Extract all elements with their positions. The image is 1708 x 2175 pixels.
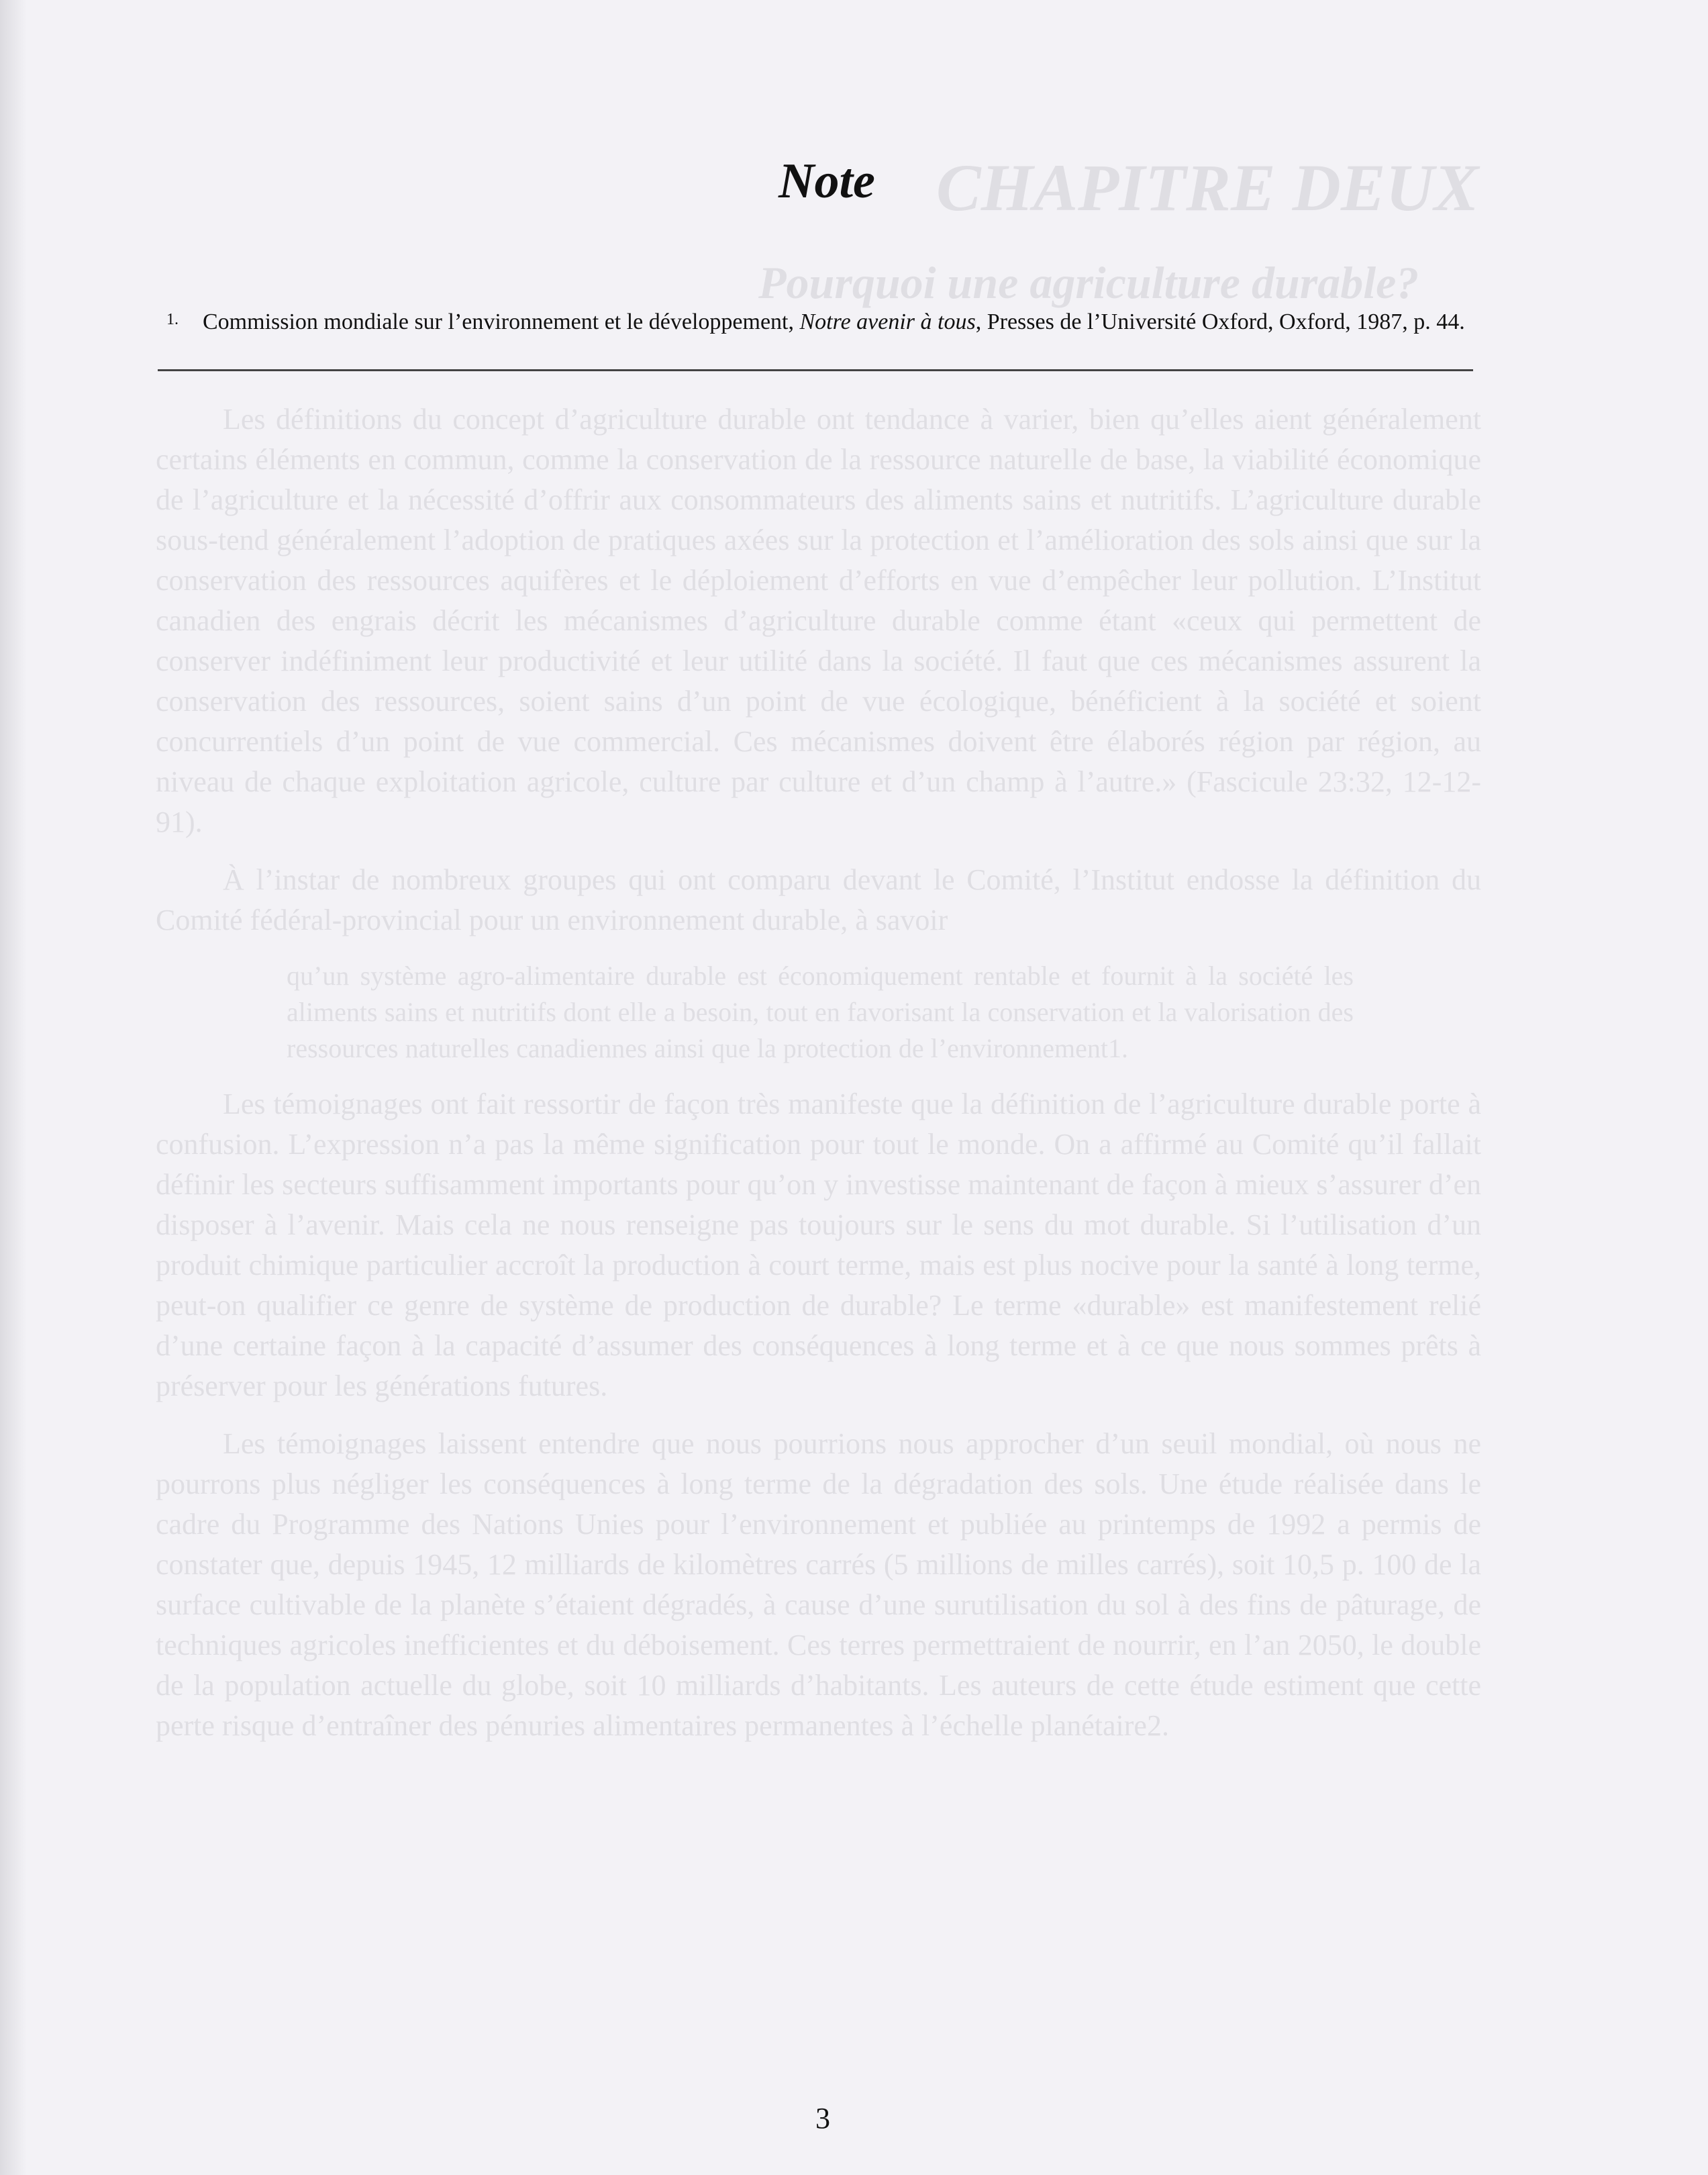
page-edge-shadow (0, 0, 27, 2175)
footnote-rule (158, 369, 1473, 371)
bleed-through-paragraph: Les témoignages laissent entendre que nous pourrions nous approcher d’un seuil mondial, où nous ne pourrons plus négliger les conséquences à long terme de la dégradation des sols. Une étude réalisée dans le cadre du Programme des Nations Unies pour l’environnement et publiée au printemps de 1992 a permis de constater que, depuis 1945, 12 milliards de kilomètres carrés (5 millions de milles carrés), soit 10,5 p. 100 de la surface cultivable de la planète s’étaient dégradés, à cause d’une surutilisation du sol à des fins de pâturage, de techniques agricoles inefficientes et du déboisement. Ces terres permettraient de nourrir, en l’an 2050, le double de la population actuelle du globe, soit 10 milliards d’habitants. Les auteurs de cette étude estiment que cette perte risque d’entraîner des pénuries alimentaires permanentes à l’échelle planétaire2. (156, 1427, 1481, 1742)
bleed-through-quote: qu’un système agro-alimentaire durable est économiquement rentable et fournit à la société les aliments sains et nutritifs dont elle a besoin, tout en favorisant la conservation et la valorisation des ressources naturelles canadiennes ainsi que la protection de l’environnement1. (287, 961, 1354, 1063)
bleed-through-heading: CHAPITRE DEUX (936, 150, 1479, 225)
bleed-through-subheading: Pourquoi une agriculture durable? (758, 257, 1419, 308)
bleed-through-paragraph: Les témoignages ont fait ressortir de façon très manifeste que la définition de l’agriculture durable porte à confusion. L’expression n’a pas la même signification pour tout le monde. On a affirmé au Comité qu’il fallait définir les secteurs suffisamment importants pour qu’on y investisse maintenant de façon à mieux s’assurer d’en disposer à l’avenir. Mais cela ne nous renseigne pas toujours sur le sens du mot durable. Si l’utilisation d’un produit chimique particulier accroît la production à court terme, mais est plus nocive pour la santé à long terme, peut-on qualifier ce genre de système de production de durable? Le terme «durable» est manifestement relié d’une certaine façon à la capacité d’assumer des conséquences à long terme et à ce que nous sommes prêts à préserver pour les générations futures. (156, 1088, 1481, 1402)
page-number: 3 (815, 2102, 830, 2135)
footnote-text-after: , Presses de l’Université Oxford, Oxford, 1987, p. 44. (975, 309, 1465, 334)
bleed-through-paragraph: Les définitions du concept d’agriculture durable ont tendance à varier, bien qu’elles aient généralement certains éléments en commun, comme la conservation de la ressource naturelle de base, la viabilité économique de l’agriculture et la nécessité d’offrir aux consommateurs des aliments sains et nutritifs. L’agriculture durable sous-tend généralement l’adoption de pratiques axées sur la protection et l’amélioration des sols ainsi que sur la conservation des ressources aquifères et le déploiement d’efforts en vue d’empêcher leur pollution. L’Institut canadien des engrais décrit les mécanismes d’agriculture durable comme étant «ceux qui permettent de conserver indéfiniment leur productivité et leur utilité dans la société. Il faut que ces mécanismes assurent la conservation des ressources, soient sains d’un point de vue écologique, bénéficient à la société et soient concurrentiels d’un point de vue commercial. Ces mécanismes doivent être élaborés région par région, au niveau de chaque exploitation agricole, culture par culture et d’un champ à l’autre.» (Fascicule 23:32, 12-12-91). (156, 403, 1481, 838)
bleed-through-paragraph: À l’instar de nombreux groupes qui ont comparu devant le Comité, l’Institut endosse la définition du Comité fédéral-provincial pour un environnement durable, à savoir (156, 863, 1481, 936)
footnote-text-before: Commission mondiale sur l’environnement et le développement, (203, 309, 800, 334)
bleed-through-body (156, 399, 1481, 1763)
footnote-marker: 1. (166, 311, 179, 328)
footnote-italic-title: Notre avenir à tous (799, 309, 976, 334)
footnote (168, 307, 1503, 337)
footnote-text (168, 307, 1503, 337)
page-title: Note (778, 154, 875, 209)
